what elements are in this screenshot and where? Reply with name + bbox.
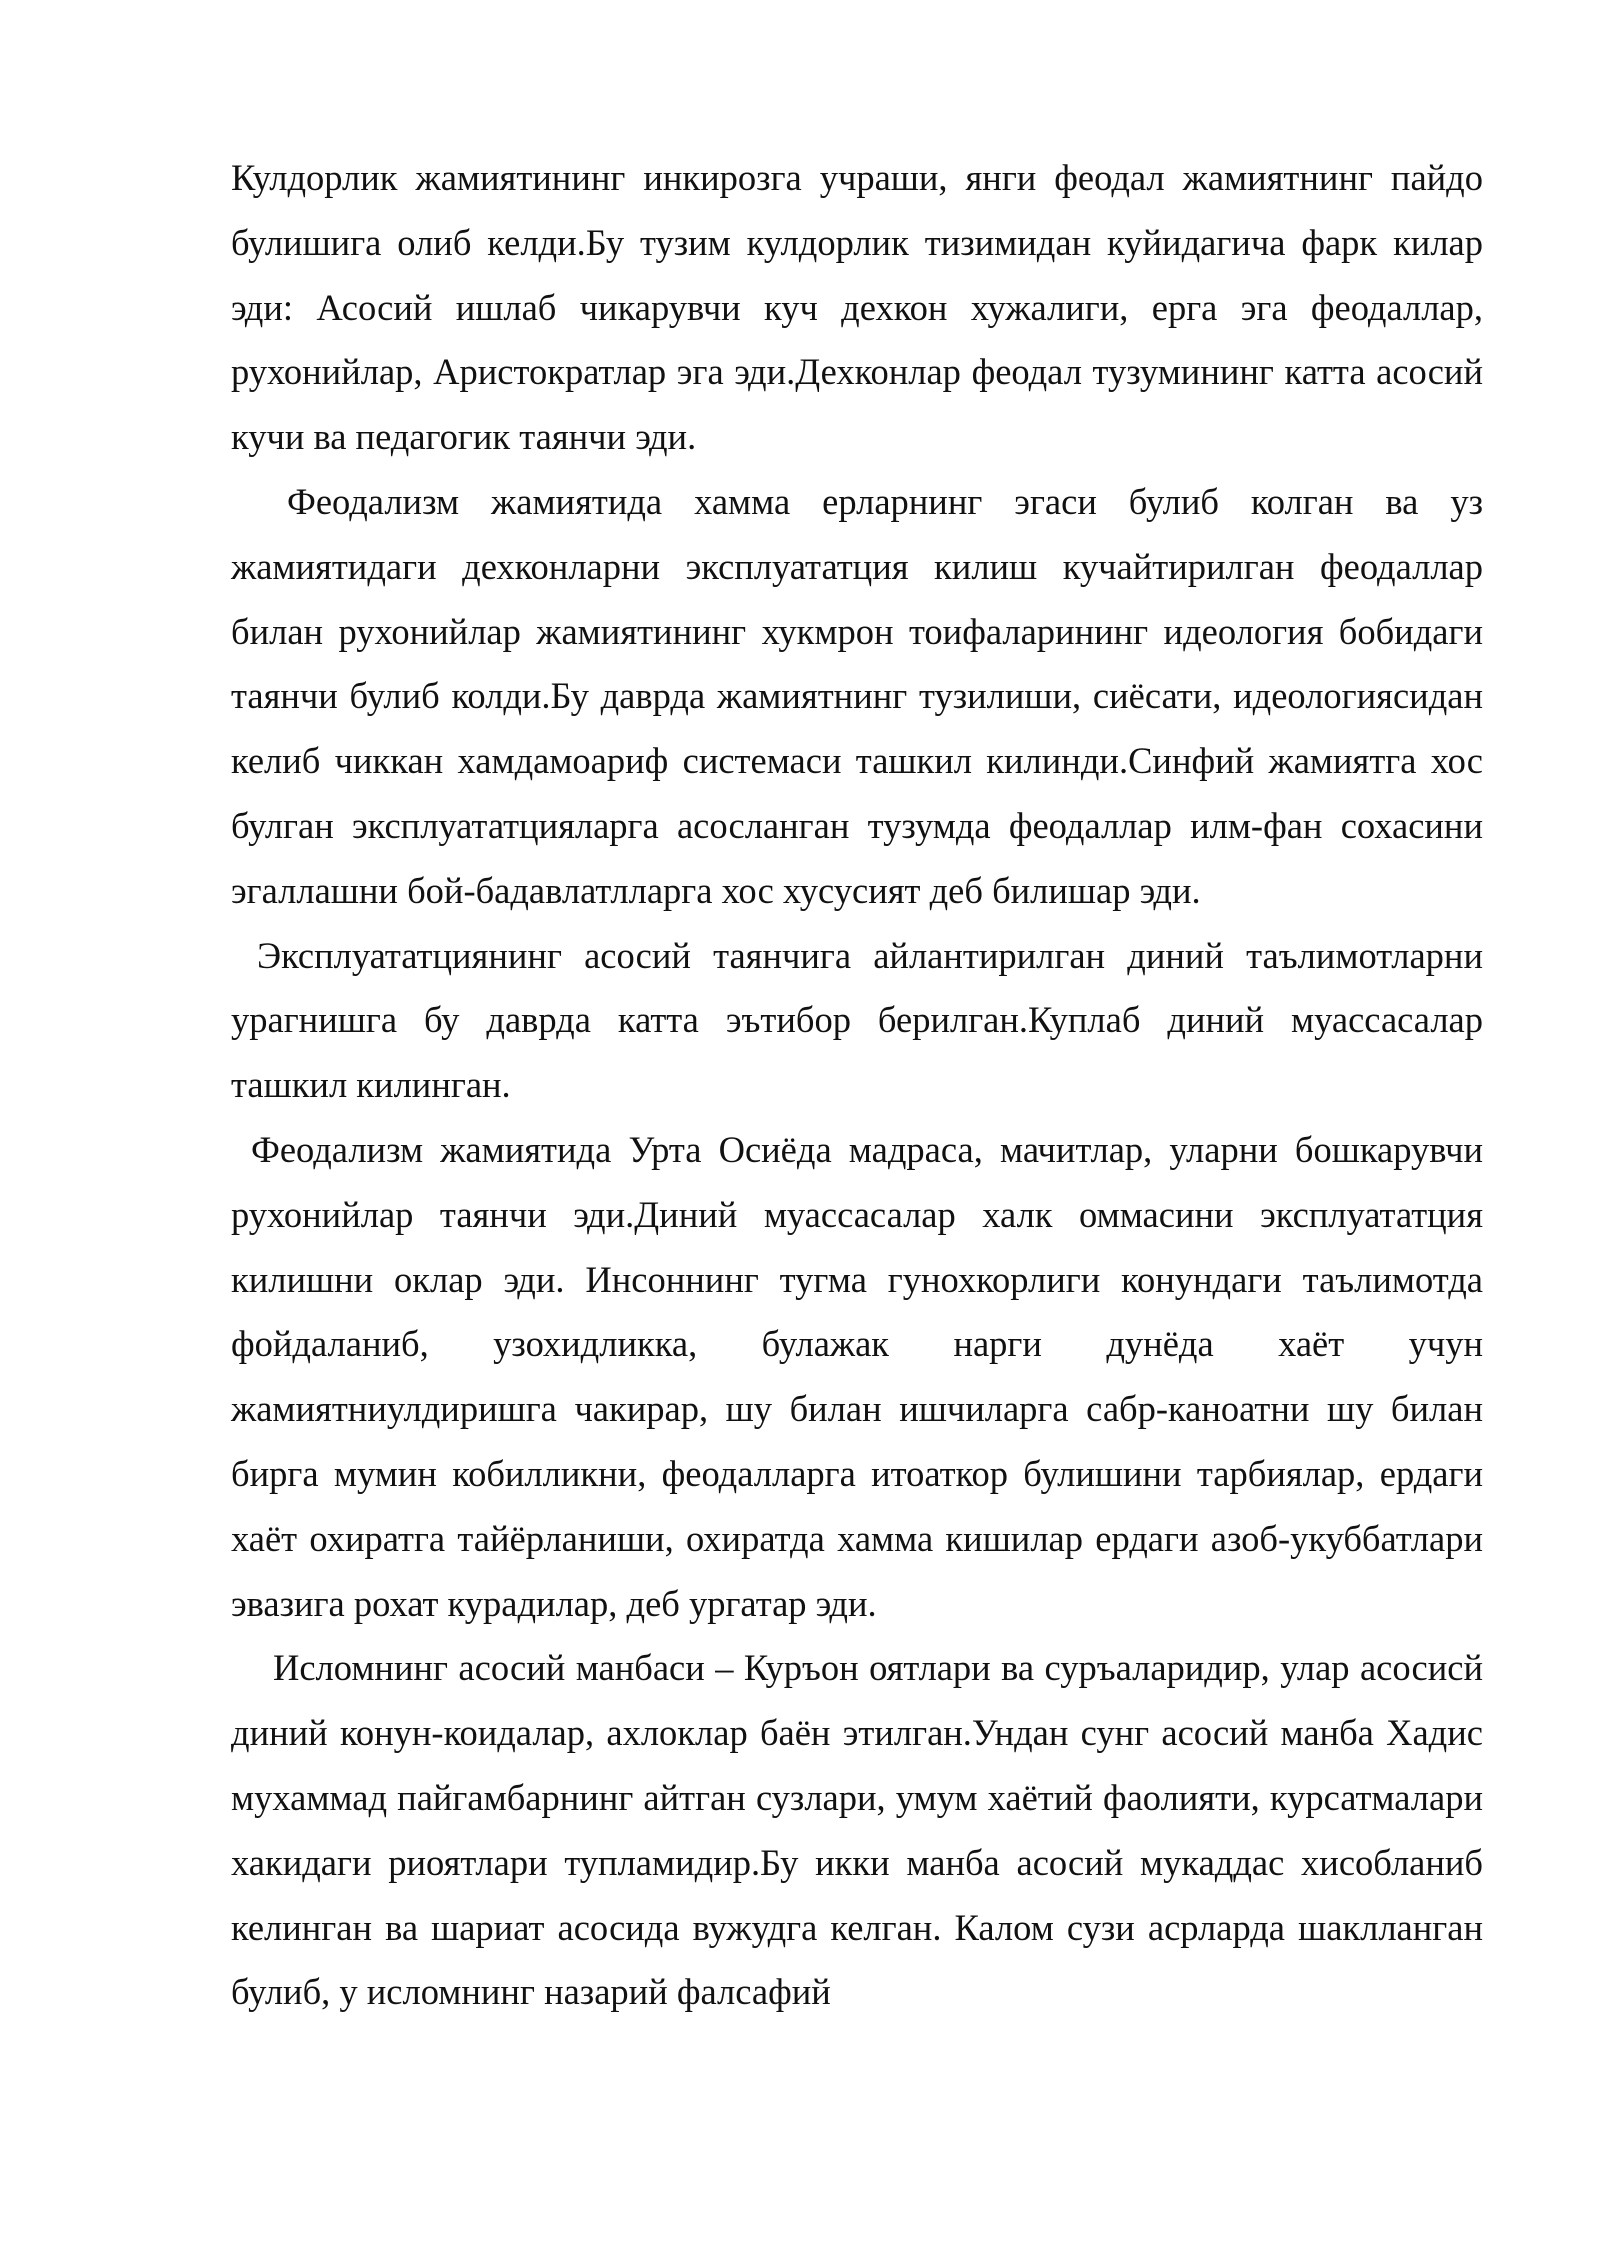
paragraph-1: Кулдорлик жамиятининг инкирозга учраши, янги феодал жамиятнинг пайдо булишига олиб келди.Бу тузим кулдорлик тизимидан куйидагича фарк килар эди: Асосий ишлаб чикарувчи куч дехкон хужалиги, ерга эга феодаллар, рухонийлар, Аристократлар эга эди.Дехконлар феодал тузумининг катта асосий кучи ва педагогик таянчи эди.: [231, 157, 1483, 458]
paragraph-4: Феодализм жамиятида Урта Осиёда мадраса, мачитлар, уларни бошкарувчи рухонийлар таянчи эди.Диний муассасалар халк оммасини эксплуататция килишни оклар эди. Инсоннинг тугма гунохкорлиги конундаги таълимотда фойдаланиб, узохидликка, булажак нарги дунёда хаёт учун жамиятниулдиришга чакирар, шу билан ишчиларга сабр-каноатни шу билан бирга мумин кобилликни, феодалларга итоаткор булишини тарбиялар, ердаги хаёт охиратга тайёрланиши, охиратда хамма кишилар ердаги азоб-укуббатлари эвазига рохат курадилар, деб ургатар эди.: [231, 1128, 1483, 1624]
paragraph-3: Эксплуататциянинг асосий таянчига айлантирилган диний таълимотларни урагнишга бу даврда катта эътибор берилган.Куплаб диний муассасалар ташкил килинган.: [231, 934, 1483, 1106]
document-body: [231, 146, 1483, 2025]
paragraph-2: Феодализм жамиятида хамма ерларнинг эгаси булиб колган ва уз жамиятидаги дехконларни эксплуататция килиш кучайтирилган феодаллар билан рухонийлар жамиятининг хукмрон тоифаларининг идеология бобидаги таянчи булиб колди.Бу даврда жамиятнинг тузилиши, сиёсати, идеологиясидан келиб чиккан хамдамоариф системаси ташкил килинди.Синфий жамиятга хос булган эксплуататцияларга асосланган тузумда феодаллар илм-фан сохасини эгаллашни бой-бадавлатлларга хос хусусият деб билишар эди.: [231, 480, 1483, 911]
paragraph-5: Исломнинг асосий манбаси – Куръон оятлари ва суръаларидир, улар асосисй диний конун-коидалар, ахлоклар баён этилган.Ундан сунг асосий манба Хадис мухаммад пайгамбарнинг айтган сузлари, умум хаётий фаолияти, курсатмалари хакидаги риоятлари тупламидир.Бу икки манба асосий мукаддас хисобланиб келинган ва шариат асосида вужудга келган. Калом сузи асрларда шаклланган булиб, у исломнинг назарий фалсафий: [231, 1647, 1483, 2013]
